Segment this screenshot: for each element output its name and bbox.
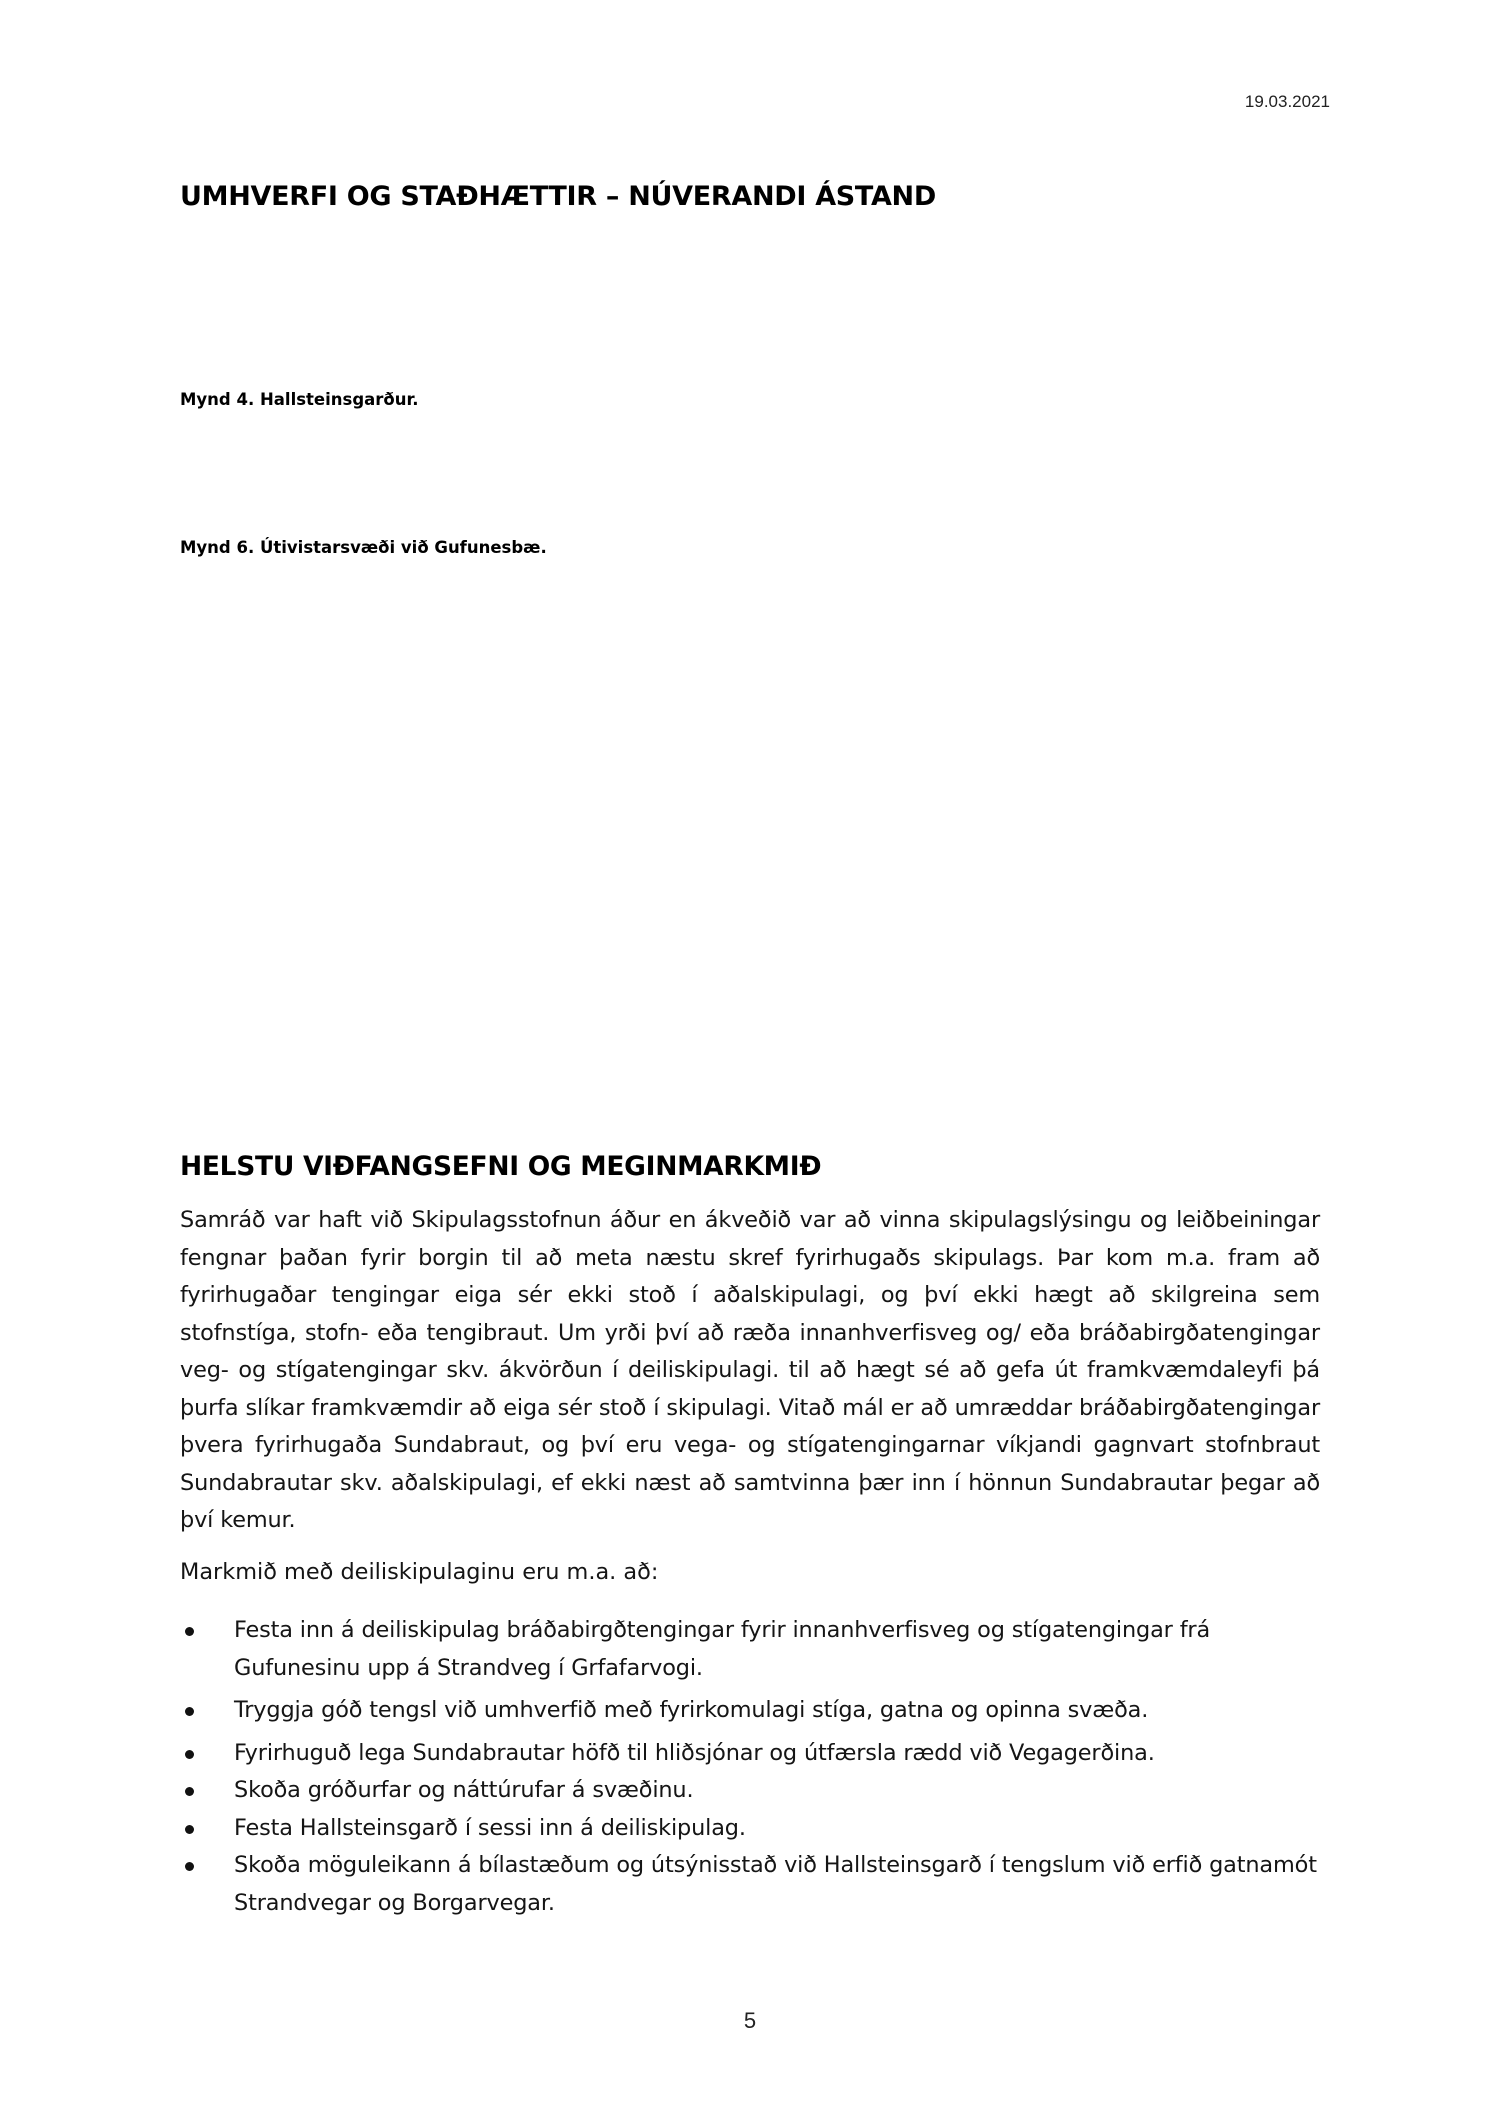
bullet-icon (185, 1825, 194, 1834)
list-item-text: Skoða möguleikann á bílastæðum og útsýnisstað við Hallsteinsgarð í tengslum við erfið gatnamót Strandvegar og Borgarvegar. (234, 1852, 1317, 1916)
list-item (180, 1735, 1320, 1773)
section-heading-goals: HELSTU VIÐFANGSEFNI OG MEGINMARKMIÐ (180, 1151, 822, 1182)
goals-intro: Markmið með deiliskipulaginu eru m.a. að: (180, 1559, 659, 1585)
list-item-text: Festa Hallsteinsgarð í sessi inn á deiliskipulag. (234, 1814, 746, 1841)
document-date: 19.03.2021 (1244, 92, 1330, 111)
list-item (180, 1810, 1320, 1848)
figure-caption-6: Mynd 6. Útivistarsvæði við Gufunesbæ. (180, 538, 547, 557)
section-heading-current-state: UMHVERFI OG STAÐHÆTTIR – NÚVERANDI ÁSTAND (180, 181, 936, 212)
list-item (180, 1692, 1320, 1730)
body-paragraph: Samráð var haft við Skipulagsstofnun áður en ákveðið var að vinna skipulagslýsingu og leiðbeiningar fengnar þaðan fyrir borgin til að meta næstu skref fyrirhugaðs skipulags. Þar kom m.a. fram að fyrirhugaðar tengingar eiga sér ekki stoð í aðalskipulagi, og því ekki hægt að skilgreina sem stofnstíga, stofn- eða tengibraut. Um yrði því að ræða innanhverfisveg og/ eða bráðabirgðatengingar veg- og stígatengingar skv. ákvörðun í deiliskipulagi. til að hægt sé að gefa út framkvæmdaleyfi þá þurfa slíkar framkvæmdir að eiga sér stoð í skipulagi. Vitað mál er að umræddar bráðabirgðatengingar þvera fyrirhugaða Sundabraut, og því eru vega- og stígatengingarnar víkjandi gagnvart stofnbraut Sundabrautar skv. aðalskipulagi, ef ekki næst að samtvinna þær inn í hönnun Sundabrautar þegar að því kemur. (180, 1207, 1320, 1533)
figure-caption-4: Mynd 4. Hallsteinsgarður. (180, 390, 419, 409)
bullet-icon (185, 1750, 194, 1759)
bullet-icon (185, 1787, 194, 1796)
goals-list (180, 1612, 1320, 1922)
list-item-text: Tryggja góð tengsl við umhverfið með fyrirkomulagi stíga, gatna og opinna svæða. (234, 1697, 1149, 1723)
list-item-text: Festa inn á deiliskipulag bráðabirgðtengingar fyrir innanhverfisveg og stígatengingar frá Gufunesinu upp á Strandveg í Grfafarvogi. (234, 1617, 1211, 1681)
bullet-icon (185, 1627, 194, 1636)
list-item (180, 1847, 1320, 1922)
list-item (180, 1612, 1320, 1687)
list-item (180, 1772, 1320, 1810)
list-item-text: Skoða gróðurfar og náttúrufar á svæðinu. (234, 1777, 694, 1803)
bullet-icon (185, 1707, 194, 1716)
list-item-text: Fyrirhuguð lega Sundabrautar höfð til hliðsjónar og útfærsla rædd við Vegagerðina. (234, 1739, 1155, 1766)
page-number: 5 (743, 2008, 757, 2033)
bullet-icon (185, 1862, 194, 1871)
